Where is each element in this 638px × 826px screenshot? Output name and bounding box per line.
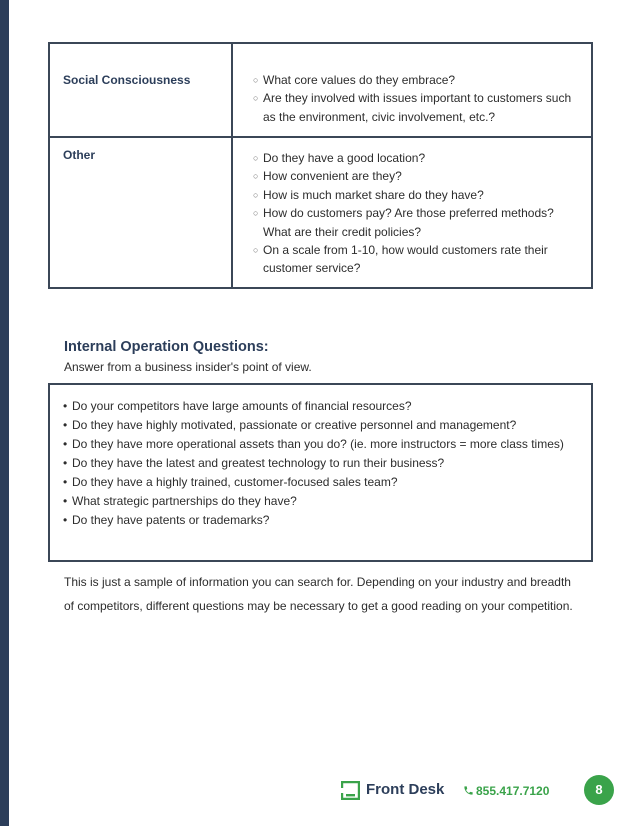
question-text: Do they have highly motivated, passionate or creative personnel and management? bbox=[72, 418, 517, 432]
question-text: Are they involved with issues important to customers such as the environment, civic involvement, etc.? bbox=[263, 91, 572, 124]
bullet-icon: • bbox=[63, 418, 68, 432]
list-item bbox=[253, 186, 583, 204]
list-item bbox=[253, 167, 583, 185]
circle-bullet-icon: ○ bbox=[253, 153, 259, 163]
list-item bbox=[63, 416, 583, 435]
bullet-icon: • bbox=[63, 437, 68, 451]
question-text: How convenient are they? bbox=[263, 169, 402, 184]
list-item bbox=[253, 89, 583, 126]
footer-brand-name: Front Desk bbox=[366, 781, 445, 798]
bullet-icon: • bbox=[63, 513, 68, 527]
bullet-icon: • bbox=[63, 475, 68, 489]
question-text: Do they have the latest and greatest technology to run their business? bbox=[72, 456, 445, 470]
list-item bbox=[253, 241, 583, 278]
row-question-list bbox=[253, 149, 583, 278]
list-item bbox=[63, 473, 583, 492]
front-desk-logo-icon bbox=[341, 781, 360, 800]
section-title: Internal Operation Questions: bbox=[64, 339, 269, 355]
question-text: Do they have a highly trained, customer-focused sales team? bbox=[72, 475, 398, 489]
list-item bbox=[63, 435, 583, 454]
question-text: What core values do they embrace? bbox=[263, 73, 456, 87]
question-text: Do they have patents or trademarks? bbox=[72, 513, 270, 527]
internal-question-list bbox=[63, 397, 583, 530]
bullet-icon: • bbox=[63, 494, 68, 508]
question-text: Do your competitors have large amounts of financial resources? bbox=[72, 399, 412, 413]
list-item bbox=[63, 511, 583, 530]
circle-bullet-icon: ○ bbox=[253, 93, 259, 104]
page-number-badge: 8 bbox=[584, 775, 614, 805]
circle-bullet-icon: ○ bbox=[253, 171, 259, 182]
list-item bbox=[63, 454, 583, 473]
closing-paragraph: This is just a sample of information you can search for. Depending on your industry and breadth of competitors, different questions may be necessary to get a good reading on your competition. bbox=[64, 575, 573, 613]
table-row bbox=[50, 44, 591, 138]
question-text: On a scale from 1-10, how would customers rate their customer service? bbox=[263, 243, 548, 276]
question-text: Do they have more operational assets than you do? (ie. more instructors = more class times) bbox=[72, 437, 564, 451]
circle-bullet-icon: ○ bbox=[253, 208, 259, 219]
competitor-factors-table bbox=[48, 42, 593, 289]
list-item bbox=[253, 149, 583, 167]
question-text: Do they have a good location? bbox=[263, 151, 426, 165]
circle-bullet-icon: ○ bbox=[253, 245, 259, 256]
internal-questions-box bbox=[48, 383, 593, 562]
left-accent-bar bbox=[0, 0, 9, 826]
bullet-icon: • bbox=[63, 399, 68, 413]
row-question-list bbox=[253, 71, 583, 126]
question-text: How is much market share do they have? bbox=[263, 187, 484, 202]
question-text: What strategic partnerships do they have? bbox=[72, 494, 297, 508]
bullet-icon: • bbox=[63, 456, 68, 470]
question-text: How do customers pay? Are those preferred methods? What are their credit policies? bbox=[263, 206, 554, 239]
list-item bbox=[253, 204, 583, 241]
list-item bbox=[63, 397, 583, 416]
table-row bbox=[50, 138, 591, 287]
list-item bbox=[253, 71, 583, 89]
circle-bullet-icon: ○ bbox=[253, 189, 259, 200]
row-label-other: Other bbox=[63, 148, 96, 162]
footer-phone-number[interactable]: 855.417.7120 bbox=[476, 784, 550, 798]
list-item bbox=[63, 492, 583, 511]
circle-bullet-icon: ○ bbox=[253, 75, 259, 85]
row-label-social-consciousness: Social Consciousness bbox=[63, 73, 191, 87]
phone-icon bbox=[463, 785, 474, 796]
section-subtitle: Answer from a business insider's point of view. bbox=[64, 360, 312, 374]
